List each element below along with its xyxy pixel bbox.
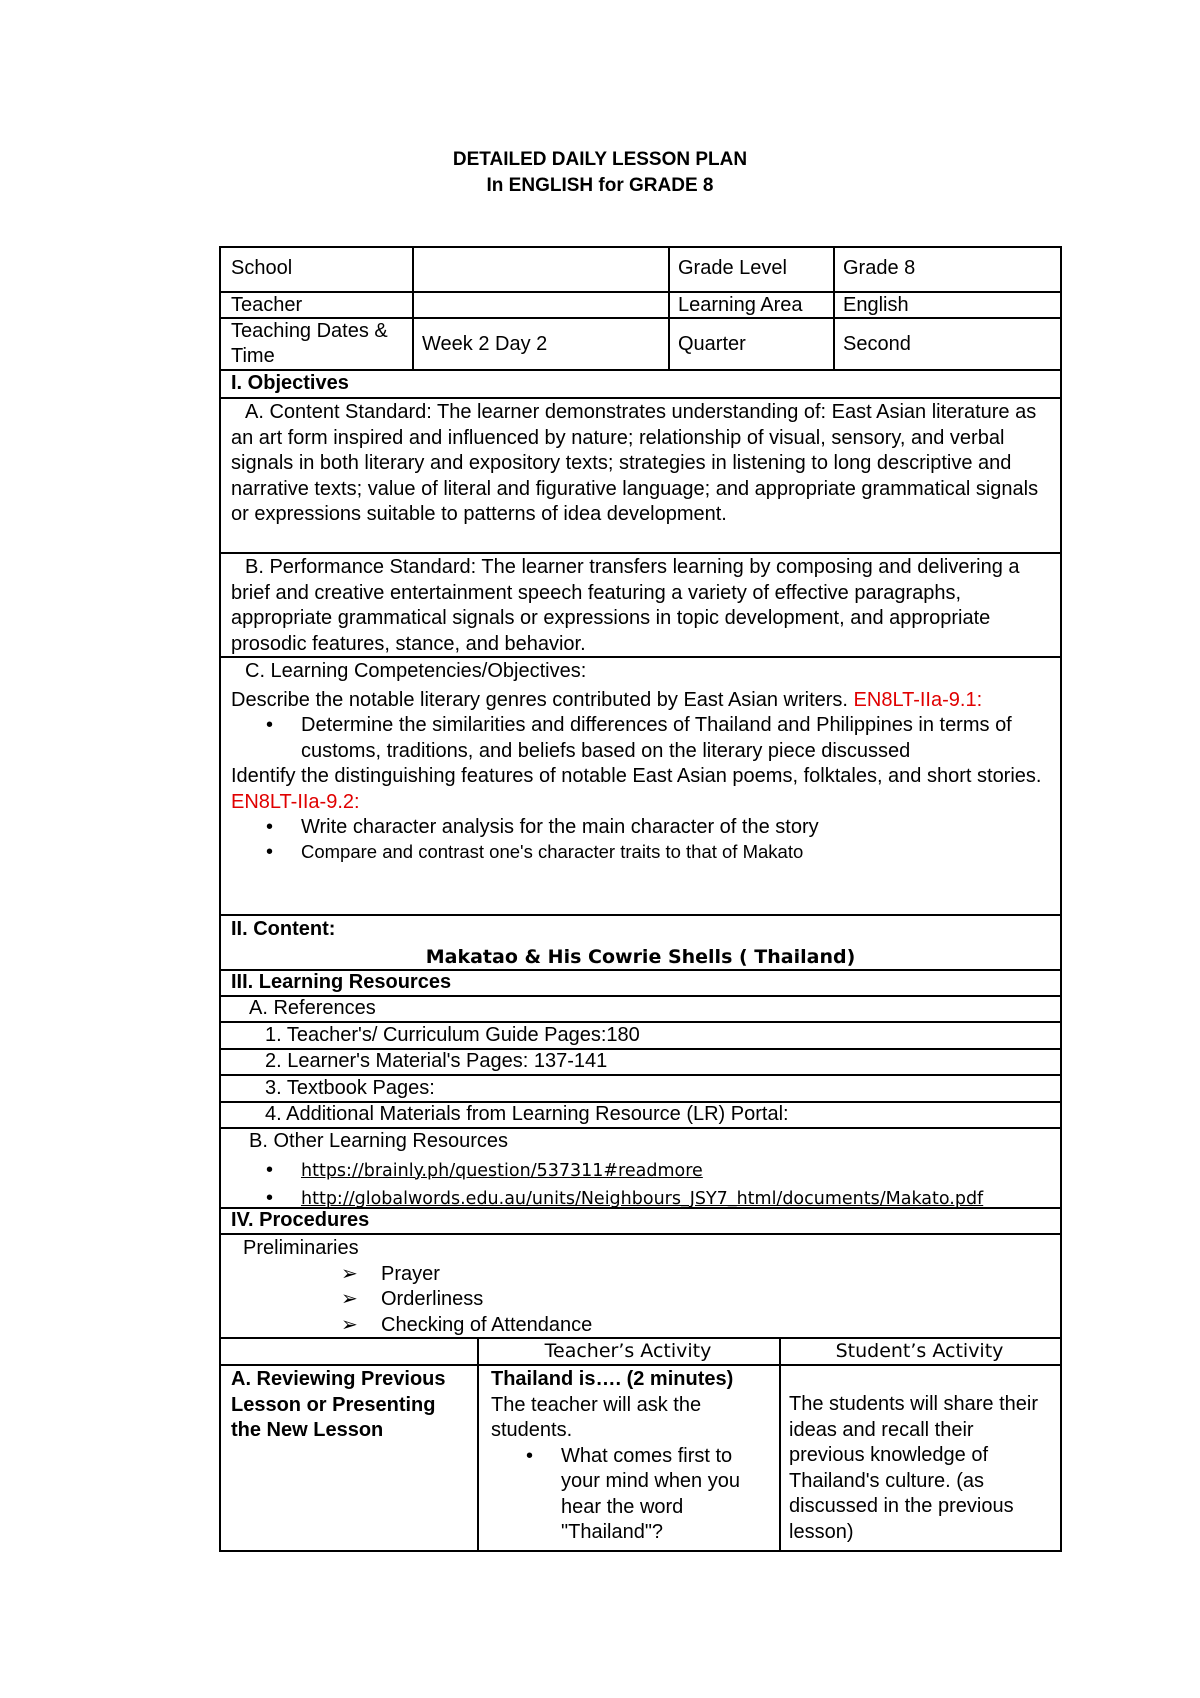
title-line-1: DETAILED DAILY LESSON PLAN xyxy=(452,149,748,170)
resource-item-4: 4. Additional Materials from Learning Resource (LR) Portal: xyxy=(265,1103,789,1126)
row-resource-1 xyxy=(221,1021,1060,1048)
row-resource-2 xyxy=(221,1048,1060,1074)
performance-standard: B. Performance Standard: The learner transfers learning by composing and delivering a brief and creative entertainment speech featuring a variety of effective paragraphs, appropriate grammatical signals or expressions in topic development, and appropriate prosodic features, stance, and behavior. xyxy=(231,556,1020,655)
teacher-label: Teacher xyxy=(231,293,303,316)
row-procedures-heading xyxy=(221,1207,1060,1233)
content-heading: II. Content: xyxy=(231,918,336,940)
competency-2-text: Identify the distinguishing features of notable East Asian poems, folktales, and short stories. xyxy=(231,765,1042,787)
learning-area-label: Learning Area xyxy=(678,293,803,316)
list-item: ➢ Checking of Attendance xyxy=(231,1313,1050,1339)
teacher-activity-bullets xyxy=(491,1444,769,1546)
grade-level-label: Grade Level xyxy=(678,257,787,279)
competency-1-text: Describe the notable literary genres contributed by East Asian writers. xyxy=(231,688,848,711)
resource-item-3: 3. Textbook Pages: xyxy=(265,1076,435,1099)
row-dates xyxy=(221,317,1060,369)
list-item: • Determine the similarities and differences of Thailand and Philippines in terms of customs, traditions, and beliefs based on the literary piece discussed xyxy=(231,713,1050,764)
row-preliminaries xyxy=(221,1233,1060,1337)
resources-heading: III. Learning Resources xyxy=(231,971,452,994)
resource-item-2: 2. Learner's Material's Pages: 137-141 xyxy=(265,1050,608,1073)
grade-level-value: Grade 8 xyxy=(843,257,916,279)
school-field[interactable] xyxy=(412,246,668,291)
row-activity-headers xyxy=(221,1337,1060,1364)
competency-2 xyxy=(231,764,1050,815)
objectives-heading: I. Objectives xyxy=(231,372,349,395)
competency-1-bullets xyxy=(231,713,1050,764)
list-item xyxy=(231,1157,1050,1185)
document-title xyxy=(0,147,1200,199)
quarter-label: Quarter xyxy=(678,332,746,355)
row-resources-heading xyxy=(221,969,1060,995)
row-teacher xyxy=(221,291,1060,317)
learning-area-value: English xyxy=(843,293,909,316)
row-performance-standard xyxy=(221,552,1060,656)
row-resource-3 xyxy=(221,1074,1060,1101)
row-references xyxy=(221,995,1060,1021)
list-item: ➢ Prayer xyxy=(231,1262,1050,1288)
preliminaries-block xyxy=(221,1235,1060,1337)
teacher-activity-title: Thailand is…. (2 minutes) xyxy=(491,1368,734,1390)
resource-links xyxy=(231,1157,1050,1213)
competency-1 xyxy=(231,688,1050,714)
list-item: • Compare and contrast one's character traits to that of Makato xyxy=(231,841,1050,863)
preliminaries-list xyxy=(231,1262,1050,1339)
row-objectives-heading xyxy=(221,369,1060,397)
references-label: A. References xyxy=(249,997,376,1020)
list-item: ➢ Orderliness xyxy=(231,1287,1050,1313)
title-line-2: In ENGLISH for GRADE 8 xyxy=(486,175,714,196)
row-resource-4 xyxy=(221,1101,1060,1127)
row-school xyxy=(221,246,1060,291)
content-block xyxy=(221,916,1060,969)
procedures-heading: IV. Procedures xyxy=(231,1209,370,1232)
row-content xyxy=(221,914,1060,969)
competency-1-code: EN8LT-IIa-9.1: xyxy=(853,688,983,711)
list-item: • Write character analysis for the main character of the story xyxy=(231,815,1050,841)
row-competencies xyxy=(221,656,1060,914)
row-step-a xyxy=(221,1364,1060,1552)
content-standard: A. Content Standard: The learner demonstrates understanding of: East Asian literature as an art form inspired and influenced by nature; relationship of visual, sensory, and verbal signals in both literary and expository texts; strategies in listening to long descriptive and narrative texts; value of literal and figurative language; and appropriate grammatical signals or expressions suitable to patterns of idea development. xyxy=(231,401,1039,525)
teacher-activity-cell xyxy=(477,1366,779,1546)
student-activity-text: The students will share their ideas and recall their previous knowledge of Thailand's culture. (as discussed in the previous lesson) xyxy=(789,1393,1039,1543)
competencies-heading: C. Learning Competencies/Objectives: xyxy=(245,660,587,682)
row-content-standard xyxy=(221,397,1060,552)
resource-item-1: 1. Teacher's/ Curriculum Guide Pages:180 xyxy=(265,1023,640,1046)
competency-2-bullets xyxy=(231,815,1050,863)
row-other-resources xyxy=(221,1127,1060,1207)
content-topic: Makatao & His Cowrie Shells ( Thailand) xyxy=(425,945,856,968)
dates-value: Week 2 Day 2 xyxy=(422,332,548,355)
teacher-activity-intro: The teacher will ask the students. xyxy=(491,1393,702,1441)
step-a-label: A. Reviewing Previous Lesson or Presenting the New Lesson xyxy=(231,1368,446,1441)
school-label: School xyxy=(231,257,293,279)
teacher-field[interactable] xyxy=(412,293,668,317)
list-item: • What comes first to your mind when you hear the word "Thailand"? xyxy=(491,1444,769,1546)
brainly-link[interactable]: https://brainly.ph/question/537311#readmore xyxy=(301,1160,703,1181)
dates-label: Teaching Dates & Time xyxy=(231,320,388,367)
student-activity-header: Student’s Activity xyxy=(835,1340,1004,1362)
globalwords-link[interactable]: http://globalwords.edu.au/units/Neighbours_JSY7_html/documents/Makato.pdf xyxy=(301,1188,984,1209)
teacher-activity-header: Teacher’s Activity xyxy=(544,1340,712,1362)
lesson-plan-table xyxy=(219,246,1062,1552)
preliminaries-label: Preliminaries xyxy=(243,1237,359,1259)
competencies-block xyxy=(221,658,1060,914)
competency-2-code: EN8LT-IIa-9.2: xyxy=(231,790,360,813)
other-resources-block xyxy=(221,1129,1060,1207)
other-resources-label: B. Other Learning Resources xyxy=(249,1130,509,1152)
quarter-value: Second xyxy=(843,332,911,355)
